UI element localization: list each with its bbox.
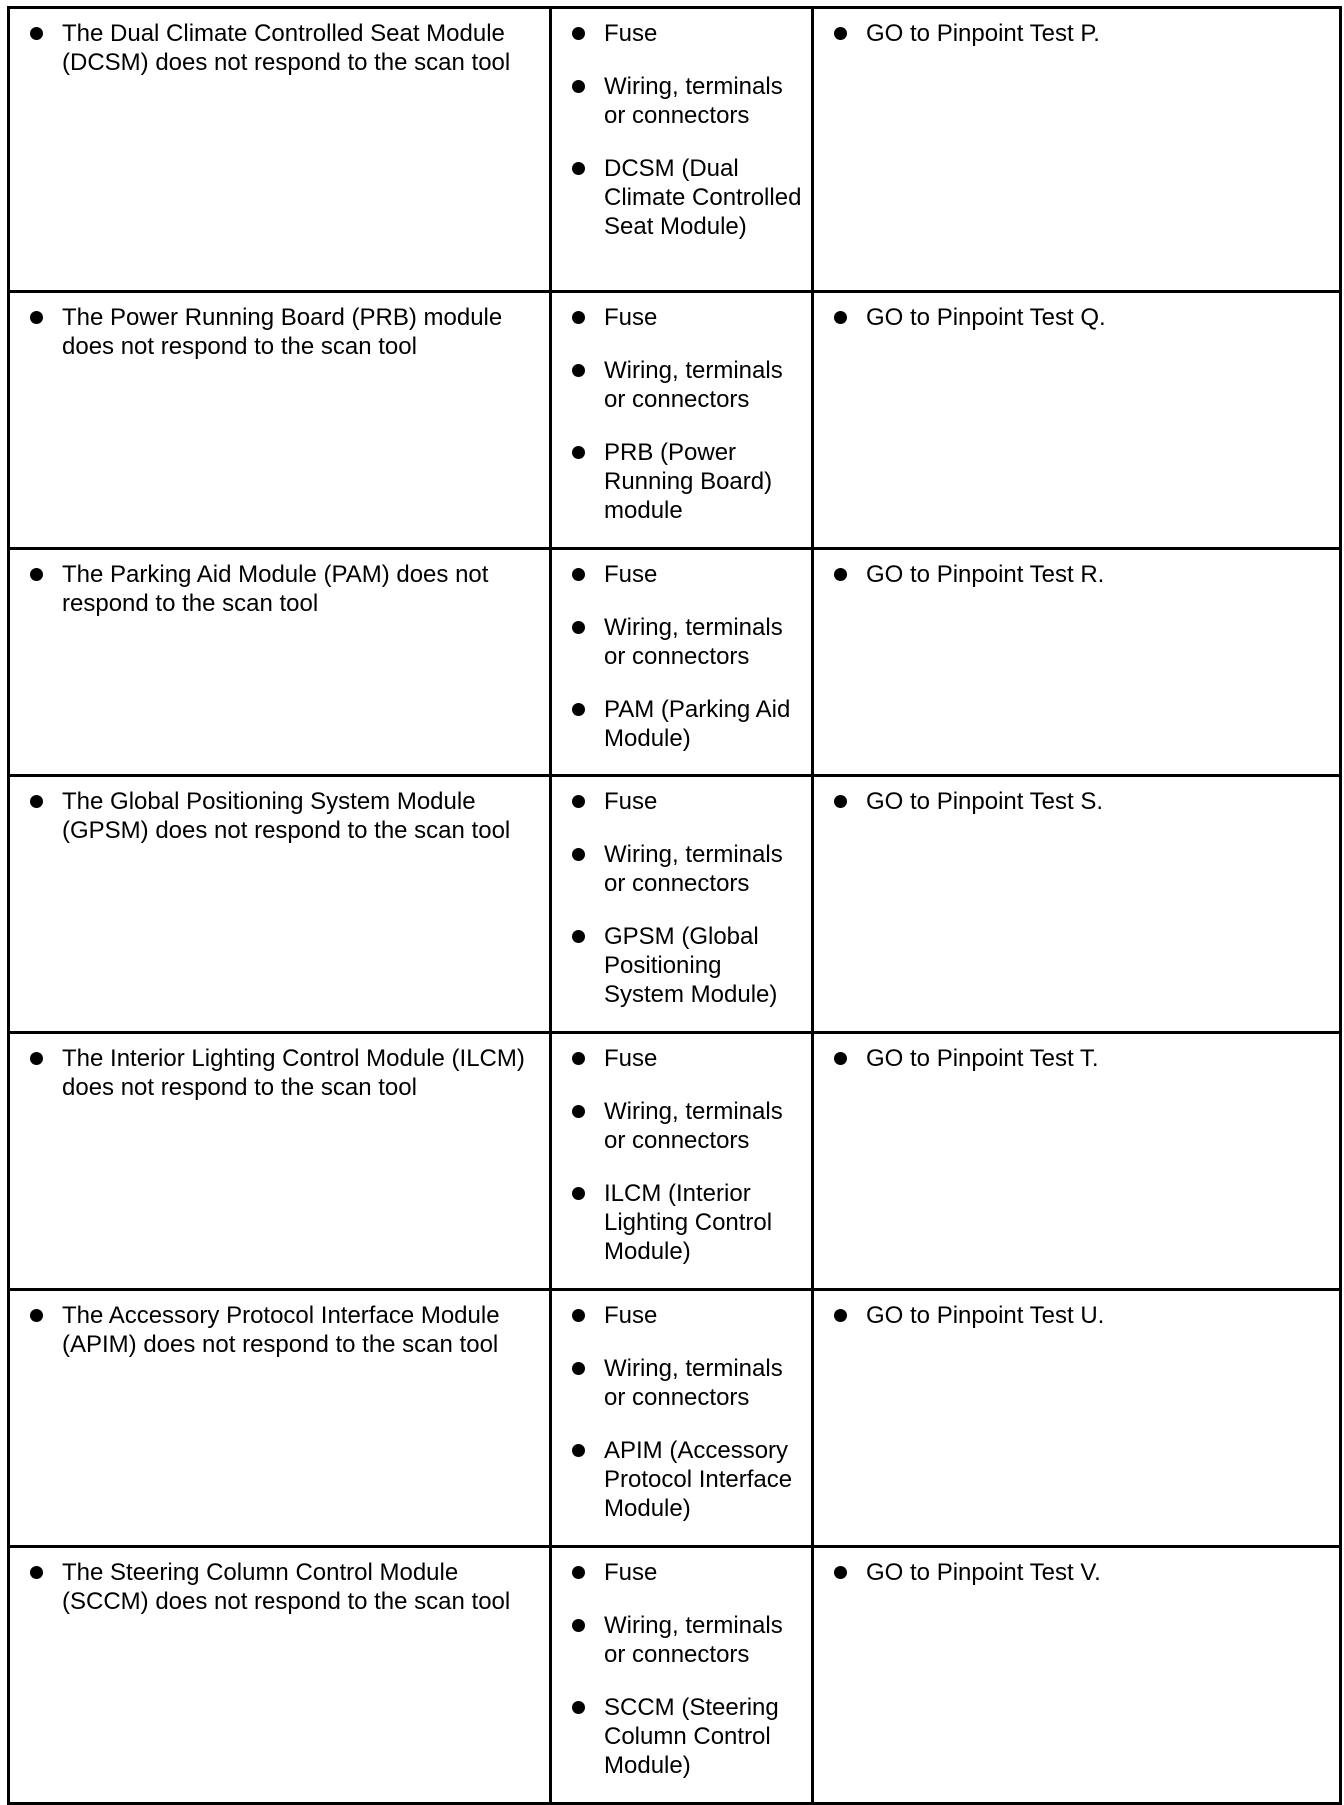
list-item xyxy=(570,356,807,414)
table-row xyxy=(9,549,1341,776)
list-item xyxy=(570,560,807,589)
cause-text: Wiring, terminals or connectors xyxy=(604,614,783,670)
cause-text: PAM (Parking Aid Module) xyxy=(604,696,791,752)
bullet-icon xyxy=(572,1566,585,1579)
cause-text: SCCM (Steering Column Control Module) xyxy=(604,1694,779,1779)
causes-cell xyxy=(551,292,813,549)
list-item xyxy=(570,72,807,130)
cause-text: Wiring, terminals or connectors xyxy=(604,357,783,413)
bullet-icon xyxy=(572,795,585,808)
bullet-icon xyxy=(572,1309,585,1322)
bullet-icon xyxy=(572,568,585,581)
action-cell xyxy=(813,1033,1341,1290)
action-text: GO to Pinpoint Test R. xyxy=(866,561,1105,588)
table-row xyxy=(9,292,1341,549)
action-text: GO to Pinpoint Test S. xyxy=(866,788,1104,815)
table-row xyxy=(9,8,1341,292)
cause-text: PRB (Power Running Board) module xyxy=(604,439,773,524)
bullet-icon xyxy=(834,1052,847,1065)
list-item xyxy=(570,19,807,48)
list-item xyxy=(570,1436,807,1523)
causes-cell xyxy=(551,8,813,292)
list-item xyxy=(28,1558,541,1616)
bullet-icon xyxy=(30,1309,43,1322)
bullet-icon xyxy=(30,27,43,40)
list-item xyxy=(28,1044,541,1102)
cause-text: GPSM (Global Positioning System Module) xyxy=(604,923,778,1008)
table-row xyxy=(9,1547,1341,1804)
list-item xyxy=(28,787,541,845)
list-item xyxy=(832,19,1331,48)
table-row xyxy=(9,1290,1341,1547)
bullet-icon xyxy=(30,795,43,808)
condition-cell xyxy=(9,1033,551,1290)
list-item xyxy=(570,438,807,525)
bullet-icon xyxy=(834,27,847,40)
list-item xyxy=(832,1044,1331,1073)
cause-text: Fuse xyxy=(604,788,658,815)
bullet-icon xyxy=(834,795,847,808)
bullet-icon xyxy=(572,1052,585,1065)
condition-text: The Interior Lighting Control Module (ILCM) does not respond to the scan tool xyxy=(62,1045,525,1101)
action-cell xyxy=(813,1290,1341,1547)
bullet-icon xyxy=(572,364,585,377)
bullet-icon xyxy=(572,930,585,943)
list-item xyxy=(570,1693,807,1780)
cause-text: Wiring, terminals or connectors xyxy=(604,73,783,129)
condition-text: The Steering Column Control Module (SCCM) does not respond to the scan tool xyxy=(62,1559,511,1615)
cause-text: Wiring, terminals or connectors xyxy=(604,1612,783,1668)
cause-text: Fuse xyxy=(604,1302,658,1329)
list-item xyxy=(570,1097,807,1155)
bullet-icon xyxy=(572,1362,585,1375)
bullet-icon xyxy=(572,1187,585,1200)
bullet-icon xyxy=(30,311,43,324)
list-item xyxy=(832,560,1331,589)
action-cell xyxy=(813,8,1341,292)
list-item xyxy=(570,695,807,753)
condition-cell xyxy=(9,1547,551,1804)
bullet-icon xyxy=(572,1444,585,1457)
condition-text: The Power Running Board (PRB) module does not respond to the scan tool xyxy=(62,304,503,360)
bullet-icon xyxy=(834,1566,847,1579)
condition-cell xyxy=(9,776,551,1033)
condition-cell xyxy=(9,292,551,549)
list-item xyxy=(832,787,1331,816)
list-item xyxy=(570,1611,807,1669)
list-item xyxy=(570,613,807,671)
action-text: GO to Pinpoint Test T. xyxy=(866,1045,1099,1072)
bullet-icon xyxy=(572,311,585,324)
cause-text: Wiring, terminals or connectors xyxy=(604,841,783,897)
cause-text: Wiring, terminals or connectors xyxy=(604,1098,783,1154)
list-item xyxy=(570,303,807,332)
causes-cell xyxy=(551,549,813,776)
list-item xyxy=(570,840,807,898)
bullet-icon xyxy=(572,621,585,634)
condition-cell xyxy=(9,8,551,292)
list-item xyxy=(832,1558,1331,1587)
cause-text: Wiring, terminals or connectors xyxy=(604,1355,783,1411)
bullet-icon xyxy=(30,1566,43,1579)
cause-text: Fuse xyxy=(604,304,658,331)
bullet-icon xyxy=(834,311,847,324)
cause-text: Fuse xyxy=(604,1559,658,1586)
bullet-icon xyxy=(30,1052,43,1065)
action-text: GO to Pinpoint Test U. xyxy=(866,1302,1105,1329)
condition-text: The Parking Aid Module (PAM) does not respond to the scan tool xyxy=(62,561,489,617)
list-item xyxy=(28,303,541,361)
bullet-icon xyxy=(30,568,43,581)
list-item xyxy=(28,1301,541,1359)
list-item xyxy=(570,1044,807,1073)
list-item xyxy=(570,922,807,1009)
action-text: GO to Pinpoint Test V. xyxy=(866,1559,1101,1586)
condition-text: The Global Positioning System Module (GPSM) does not respond to the scan tool xyxy=(62,788,511,844)
cause-text: Fuse xyxy=(604,20,658,47)
causes-cell xyxy=(551,1033,813,1290)
list-item xyxy=(570,1179,807,1266)
table-row xyxy=(9,1033,1341,1290)
causes-cell xyxy=(551,776,813,1033)
cause-text: DCSM (Dual Climate Controlled Seat Module) xyxy=(604,155,802,240)
list-item xyxy=(832,303,1331,332)
list-item xyxy=(832,1301,1331,1330)
list-item xyxy=(570,787,807,816)
action-cell xyxy=(813,292,1341,549)
causes-cell xyxy=(551,1547,813,1804)
list-item xyxy=(570,1301,807,1330)
condition-text: The Accessory Protocol Interface Module (APIM) does not respond to the scan tool xyxy=(62,1302,500,1358)
bullet-icon xyxy=(834,1309,847,1322)
action-cell xyxy=(813,1547,1341,1804)
bullet-icon xyxy=(572,1619,585,1632)
bullet-icon xyxy=(834,568,847,581)
list-item xyxy=(570,1354,807,1412)
bullet-icon xyxy=(572,446,585,459)
action-cell xyxy=(813,549,1341,776)
bullet-icon xyxy=(572,848,585,861)
action-cell xyxy=(813,776,1341,1033)
action-text: GO to Pinpoint Test Q. xyxy=(866,304,1106,331)
bullet-icon xyxy=(572,1701,585,1714)
table-row xyxy=(9,776,1341,1033)
cause-text: ILCM (Interior Lighting Control Module) xyxy=(604,1180,773,1265)
cause-text: APIM (Accessory Protocol Interface Module) xyxy=(604,1437,793,1522)
list-item xyxy=(28,560,541,618)
bullet-icon xyxy=(572,162,585,175)
cause-text: Fuse xyxy=(604,561,658,588)
condition-cell xyxy=(9,1290,551,1547)
bullet-icon xyxy=(572,1105,585,1118)
bullet-icon xyxy=(572,703,585,716)
list-item xyxy=(570,1558,807,1587)
causes-cell xyxy=(551,1290,813,1547)
bullet-icon xyxy=(572,27,585,40)
list-item xyxy=(28,19,541,77)
list-item xyxy=(570,154,807,241)
diagnostic-table xyxy=(7,6,1342,1805)
bullet-icon xyxy=(572,80,585,93)
condition-text: The Dual Climate Controlled Seat Module (DCSM) does not respond to the scan tool xyxy=(62,20,511,76)
cause-text: Fuse xyxy=(604,1045,658,1072)
action-text: GO to Pinpoint Test P. xyxy=(866,20,1100,47)
condition-cell xyxy=(9,549,551,776)
